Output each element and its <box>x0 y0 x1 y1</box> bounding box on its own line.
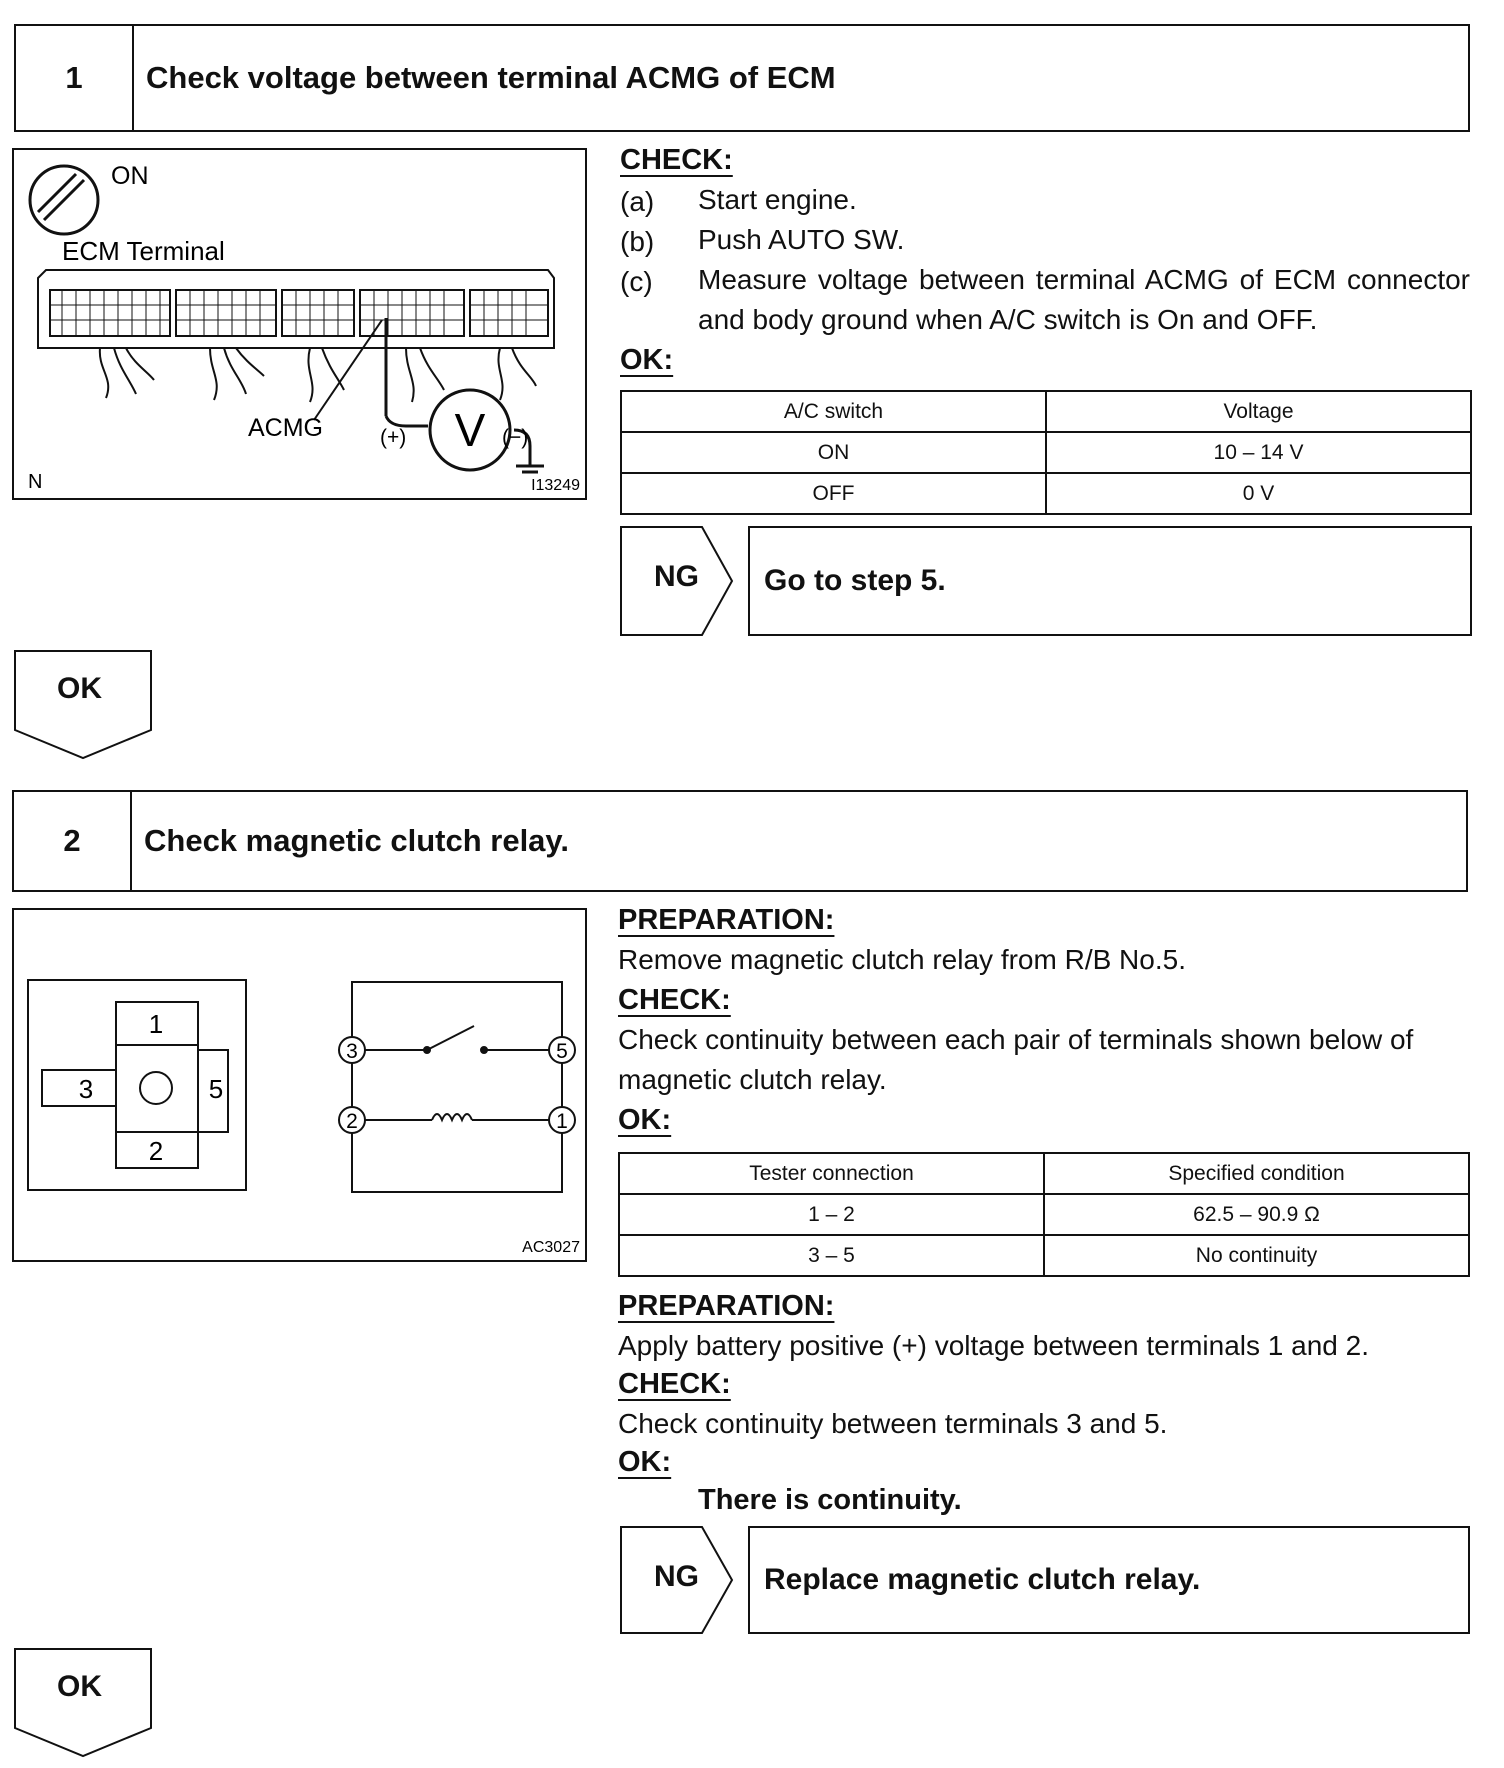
step-1-header <box>14 24 1470 132</box>
ignition-key-icon <box>30 166 98 234</box>
voltmeter-symbol: V <box>454 404 486 456</box>
table-row <box>621 473 1471 514</box>
step-2-title: Check magnetic clutch relay. <box>144 823 569 858</box>
step-1-check-heading: CHECK: <box>620 144 733 176</box>
step-1-sub-b-text: Push AUTO SW. <box>698 224 905 255</box>
step-2-ok-label: OK <box>57 1670 102 1703</box>
relay-pin-3-label: 3 <box>78 1074 94 1104</box>
figure-corner-label: N <box>28 471 43 493</box>
relay-schematic <box>352 982 562 1192</box>
step-2-prep-heading-1: PREPARATION: <box>618 904 835 936</box>
step-2-relay-figure <box>12 908 587 1262</box>
voltmeter-icon <box>430 390 510 470</box>
step-1-sub-a-text: Start engine. <box>698 184 857 215</box>
table-cell: 0 V <box>1046 473 1471 514</box>
table-header-row <box>621 391 1471 432</box>
relay-schematic-terminals <box>339 1037 575 1133</box>
step-1-sub-c-label: (c) <box>620 266 653 297</box>
step-1-sub-c-text: Measure voltage between terminal ACMG of ECM connector and body ground when A/C switch is On and OFF. <box>698 264 1470 335</box>
step-2-check-heading-2: CHECK: <box>618 1368 731 1400</box>
schematic-pin-1-label: 1 <box>556 1110 568 1133</box>
table-cell: No continuity <box>1044 1235 1469 1276</box>
step-2-prep-heading-2: PREPARATION: <box>618 1290 835 1322</box>
ecm-connector-body <box>38 270 554 402</box>
step-1-voltage-table <box>620 390 1472 515</box>
step-2-check-text-2: Check continuity between terminals 3 and 5. <box>618 1408 1168 1439</box>
step-1-number: 1 <box>16 26 134 130</box>
figure-code: I13249 <box>531 477 580 494</box>
acmg-label: ACMG <box>248 414 323 442</box>
step-1-sub-b-label: (b) <box>620 226 655 257</box>
table-header-cell: Specified condition <box>1044 1153 1469 1194</box>
table-cell: 1 – 2 <box>619 1194 1044 1235</box>
minus-probe-label: (−) <box>502 426 529 449</box>
table-cell: 3 – 5 <box>619 1235 1044 1276</box>
step-2-ok-result: There is continuity. <box>698 1484 962 1516</box>
schematic-pin-2-label: 2 <box>346 1110 358 1133</box>
step-1-sub-a-label: (a) <box>620 186 655 217</box>
plus-probe-label: (+) <box>380 426 407 449</box>
step-2-number: 2 <box>14 792 132 890</box>
table-header-row <box>619 1153 1469 1194</box>
step-2-ng-action: Replace magnetic clutch relay. <box>748 1526 1470 1634</box>
step-2-ok-heading-1: OK: <box>618 1104 672 1136</box>
ecm-terminal-label: ECM Terminal <box>62 236 225 266</box>
step-2-header <box>12 790 1468 892</box>
table-cell: ON <box>621 432 1046 473</box>
ground-icon <box>516 466 544 472</box>
table-cell: OFF <box>621 473 1046 514</box>
step-2-ok-flow <box>14 1648 154 1758</box>
step-1-ecm-figure <box>12 148 587 500</box>
step-2-check-heading-1: CHECK: <box>618 984 731 1016</box>
step-1-ok-label: OK <box>57 672 102 705</box>
ignition-on-label: ON <box>111 162 149 190</box>
step-2-ng-label: NG <box>654 1560 699 1593</box>
step-1-ok-heading: OK: <box>620 344 674 376</box>
table-row <box>619 1194 1469 1235</box>
step-2-prep-text-1: Remove magnetic clutch relay from R/B No.5. <box>618 944 1186 975</box>
step-2-check-text-1: Check continuity between each pair of terminals shown below of magnetic clutch relay. <box>618 1024 1414 1095</box>
step-1-ng-label: NG <box>654 560 699 593</box>
table-row <box>619 1235 1469 1276</box>
table-header-cell: Voltage <box>1046 391 1471 432</box>
figure-code: AC3027 <box>522 1239 580 1256</box>
step-1-ng-branch <box>620 526 1472 636</box>
table-header-cell: A/C switch <box>621 391 1046 432</box>
table-header-cell: Tester connection <box>619 1153 1044 1194</box>
step-2-continuity-table <box>618 1152 1470 1277</box>
schematic-pin-3-label: 3 <box>346 1040 358 1063</box>
schematic-pin-5-label: 5 <box>556 1040 568 1063</box>
step-2-ok-heading-2: OK: <box>618 1446 672 1478</box>
step-2-prep-text-2: Apply battery positive (+) voltage between terminals 1 and 2. <box>618 1330 1369 1361</box>
table-cell: 62.5 – 90.9 Ω <box>1044 1194 1469 1235</box>
step-1-ng-action: Go to step 5. <box>748 526 1472 636</box>
step-1-ok-flow <box>14 650 154 760</box>
relay-pin-2-label: 2 <box>148 1136 164 1166</box>
table-cell: 10 – 14 V <box>1046 432 1471 473</box>
relay-pin-5-label: 5 <box>208 1074 224 1104</box>
step-1-title: Check voltage between terminal ACMG of ECM <box>146 60 836 95</box>
relay-pin-1-label: 1 <box>148 1009 164 1039</box>
table-row <box>621 432 1471 473</box>
step-2-ng-branch <box>620 1526 1472 1634</box>
